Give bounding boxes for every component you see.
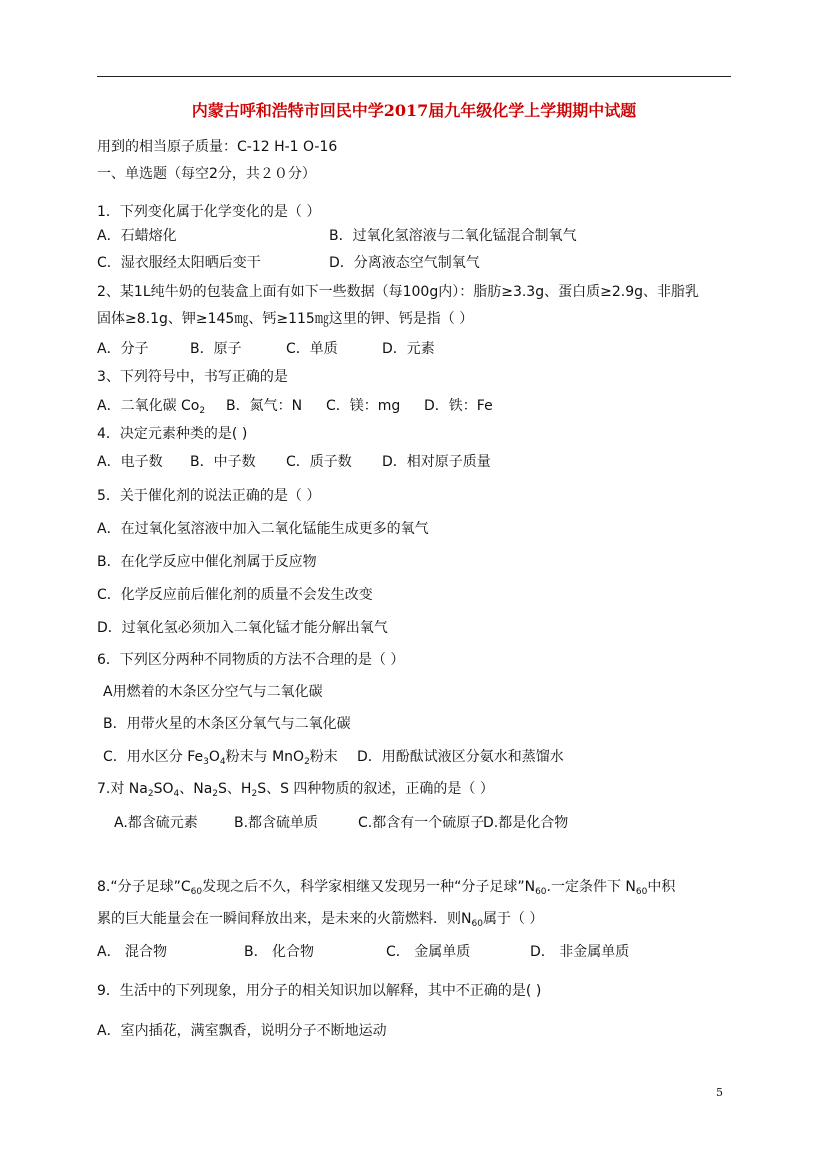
q4-option-c: C．质子数 bbox=[286, 454, 352, 470]
q4-option-b: B．中子数 bbox=[190, 454, 256, 470]
q8-stem-line1: 8.“分子足球$”C_{60}$发现之后不久，科学家相继又发现另一种“分子足球$”N_{60}$.一定条件下 $N_{60}$中积 bbox=[97, 879, 676, 897]
q8-stem-line2: 累的巨大能量会在一瞬间释放出来，是未来的火箭燃料．则$N_{60}$属于（ ） bbox=[97, 911, 544, 929]
q4-option-d: D．相对原子质量 bbox=[382, 454, 491, 470]
q3-option-b: B．氮气：N bbox=[226, 398, 303, 414]
q2-option-d: D．元素 bbox=[382, 341, 435, 357]
q3-option-a: A．二氧化碳 $Co_2$ bbox=[97, 398, 206, 416]
q2-stem-line2: 固体≥8.1g、钾≥145㎎、钙≥115㎎这里的钾、钙是指（ ） bbox=[97, 311, 474, 327]
q3-option-d: D．铁：Fe bbox=[424, 398, 493, 414]
q1-option-a: A．石蜡熔化 bbox=[97, 228, 177, 244]
q4-option-a: A．电子数 bbox=[97, 454, 163, 470]
q5-option-d: D．过氧化氢必须加入二氧化锰才能分解出氧气 bbox=[97, 620, 388, 636]
q1-option-c: C．湿衣服经太阳晒后变干 bbox=[97, 255, 261, 271]
q4-stem: 4．决定元素种类的是( ) bbox=[97, 426, 248, 442]
q9-option-a: A．室内插花，满室飘香，说明分子不断地运动 bbox=[97, 1023, 387, 1039]
q5-option-c: C．化学反应前后催化剂的质量不会发生改变 bbox=[97, 587, 373, 603]
q7-option-b: B.都含硫单质 bbox=[234, 815, 319, 831]
q2-option-c: C．单质 bbox=[286, 341, 338, 357]
q2-option-a: A．分子 bbox=[97, 341, 149, 357]
q7-option-c: C.都含有一个硫原子 bbox=[358, 815, 485, 831]
header-rule bbox=[97, 76, 731, 77]
q5-option-a: A．在过氧化氢溶液中加入二氧化锰能生成更多的氧气 bbox=[97, 521, 429, 537]
page-number: 5 bbox=[716, 1086, 723, 1099]
q2-option-b: B．原子 bbox=[190, 341, 242, 357]
q1-stem: 1．下列变化属于化学变化的是（ ） bbox=[97, 204, 321, 220]
q6-stem: 6．下列区分两种不同物质的方法不合理的是（ ） bbox=[97, 652, 405, 668]
q8-option-d: D． 非金属单质 bbox=[530, 944, 630, 960]
q6-option-a: A用燃着的木条区分空气与二氧化碳 bbox=[103, 684, 323, 700]
q2-stem-line1: 2、某1L纯牛奶的包装盒上面有如下一些数据（每100g内）：脂肪≥3.3g、蛋白质≥2.9g、非脂乳 bbox=[97, 284, 699, 300]
q7-stem: 7.对 $Na_2SO_4$、$Na_2S$、$H_2S$、S 四种物质的叙述，正确的是（ ） bbox=[97, 781, 494, 799]
q8-option-a: A． 混合物 bbox=[97, 944, 168, 960]
q6-option-b: B．用带火星的木条区分氧气与二氧化碳 bbox=[103, 716, 351, 732]
q3-option-c: C．镁：mg bbox=[326, 398, 401, 414]
page-title: 内蒙古呼和浩特市回民中学2017届九年级化学上学期期中试题 bbox=[191, 101, 637, 120]
q3-stem: 3、下列符号中，书写正确的是 bbox=[97, 369, 288, 385]
q9-stem: 9．生活中的下列现象，用分子的相关知识加以解释，其中不正确的是( ) bbox=[97, 983, 542, 999]
q6-option-c: C．用水区分 $Fe_3O_4$粉末与 MnO$_2$粉末 bbox=[103, 749, 338, 767]
q1-option-d: D．分离液态空气制氧气 bbox=[329, 255, 480, 271]
atomic-masses: 用到的相当原子质量：C-12 H-1 O-16 bbox=[97, 139, 338, 155]
q8-option-b: B． 化合物 bbox=[244, 944, 315, 960]
q7-option-d: D.都是化合物 bbox=[483, 815, 569, 831]
q6-option-d: D．用酚酞试液区分氨水和蒸馏水 bbox=[357, 749, 564, 765]
section-heading: 一、单选题（每空2分，共２０分） bbox=[97, 166, 316, 182]
q8-option-c: C． 金属单质 bbox=[386, 944, 471, 960]
q5-option-b: B．在化学反应中催化剂属于反应物 bbox=[97, 554, 317, 570]
q1-option-b: B．过氧化氢溶液与二氧化锰混合制氧气 bbox=[329, 228, 577, 244]
q5-stem: 5．关于催化剂的说法正确的是（ ） bbox=[97, 488, 321, 504]
q7-option-a: A.都含硫元素 bbox=[114, 815, 198, 831]
